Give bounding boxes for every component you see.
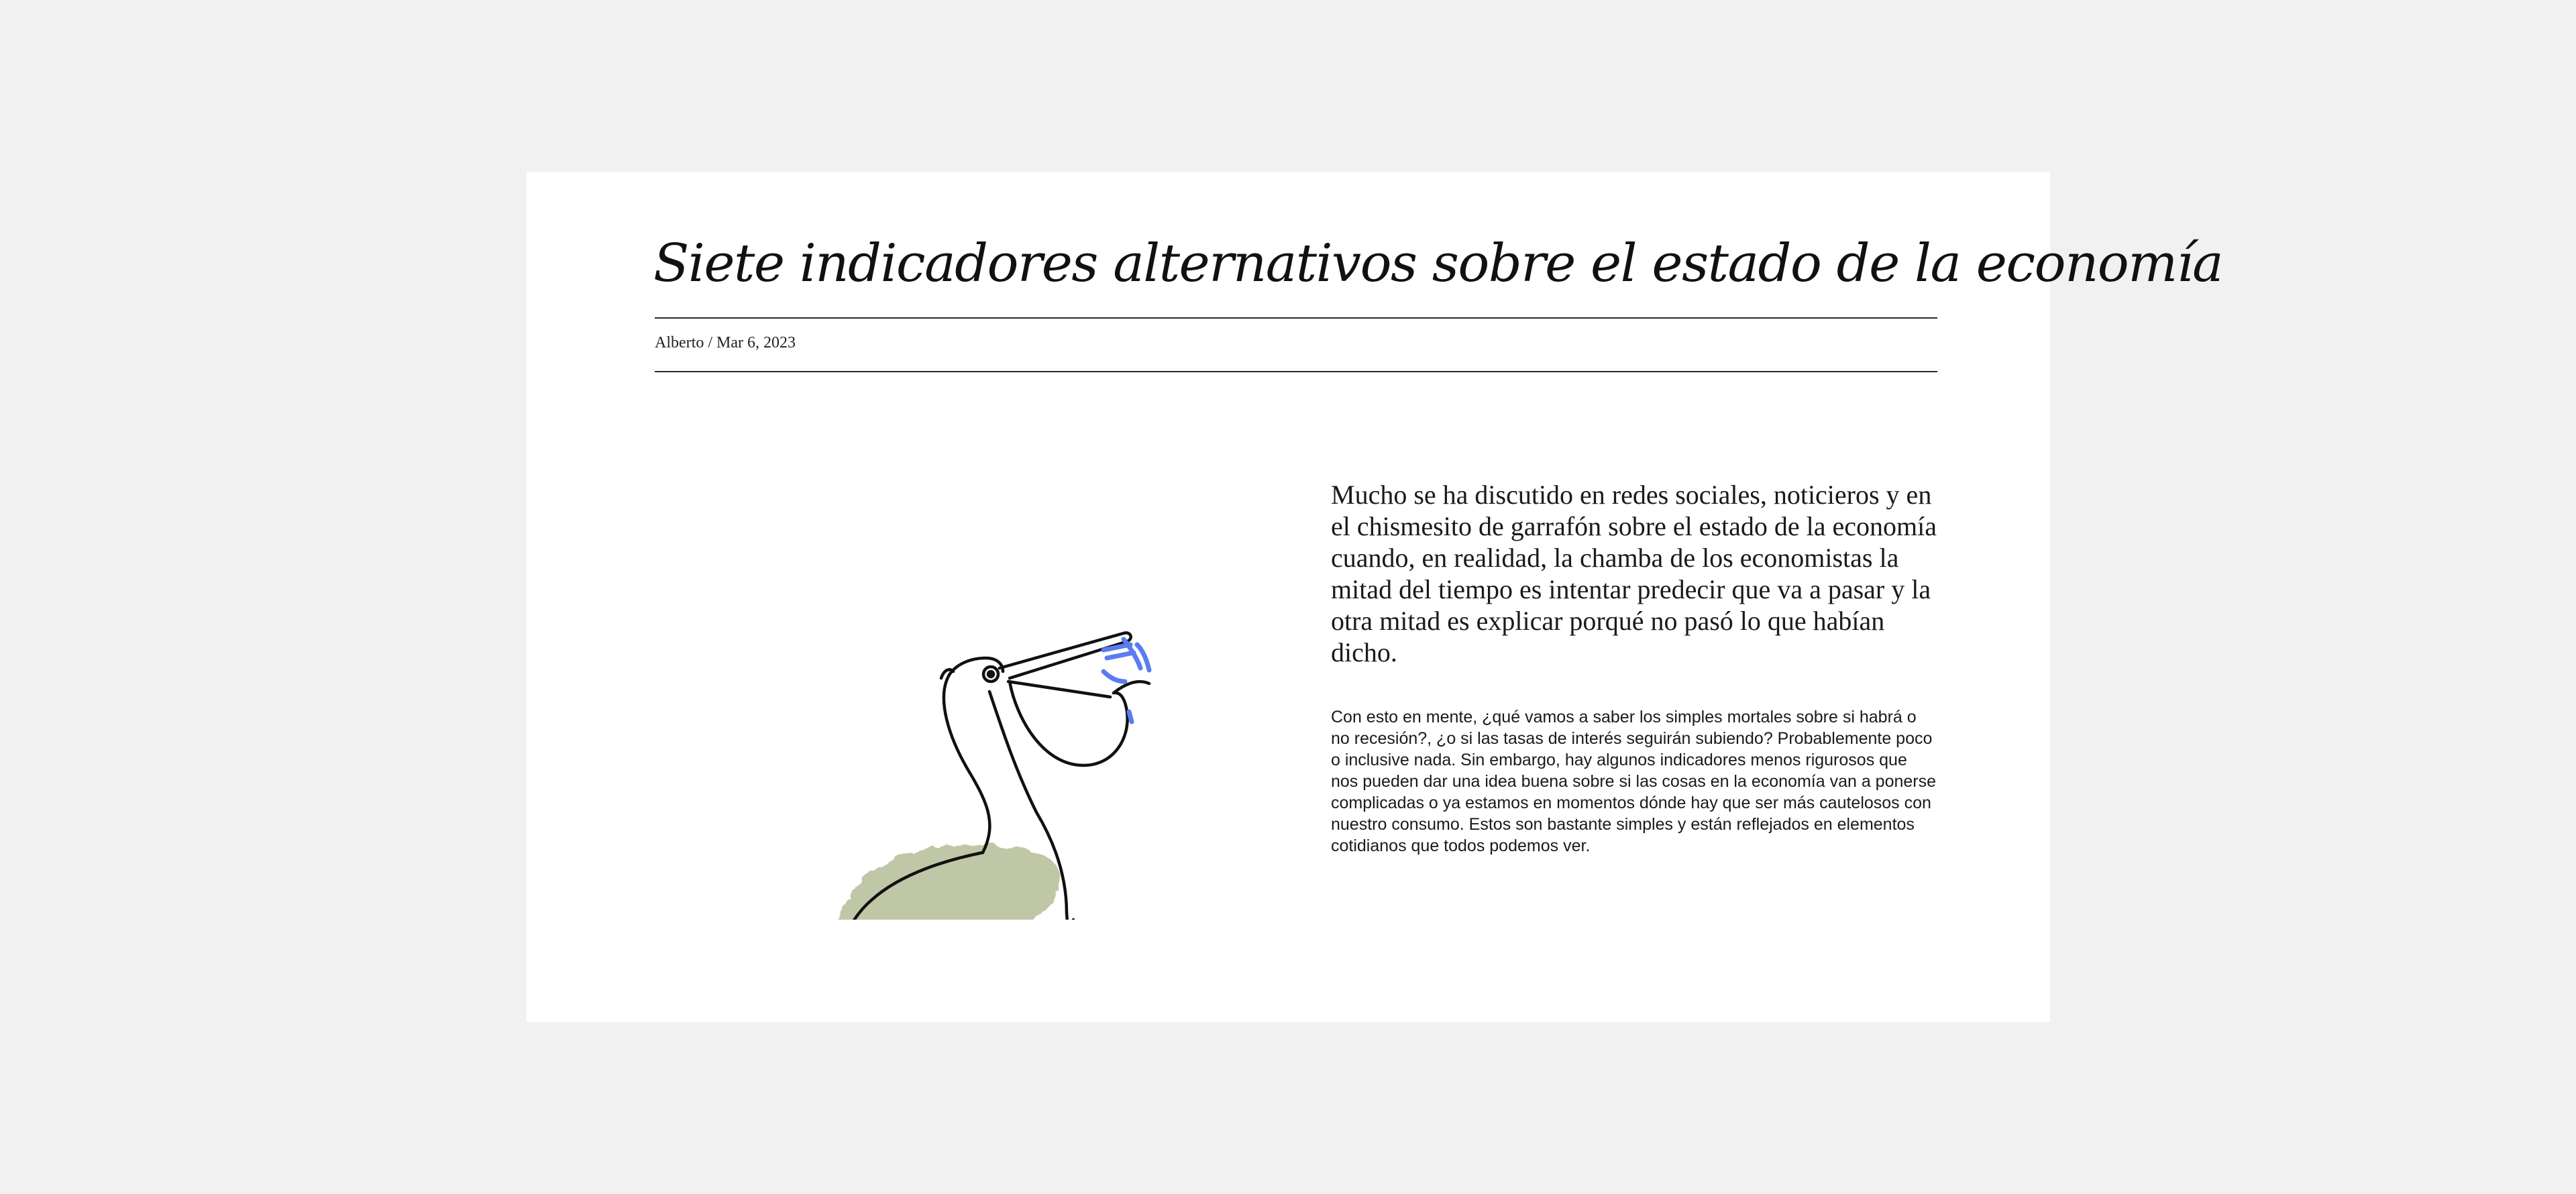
pelican-drawing [728,450,1211,920]
article-title: Siete indicadores alternativos sobre el estado de la economía [653,233,2223,294]
wing-wash [833,845,1060,920]
title-divider [655,317,1937,319]
article-byline: Alberto / Mar 6, 2023 [655,334,796,351]
lead-paragraph: Mucho se ha discutido en redes sociales, noticieros y en el chismesito de garrafón sobre el estado de la economía cuando, en realidad, la chamba de los economistas la mitad del tiempo es intentar predecir que va a pasar y la otra mitad es explicar porqué no pasó lo que habían dicho. [1331,480,1937,667]
body-paragraph: Con esto en mente, ¿qué vamos a saber los simples mortales sobre si habrá o no recesión?, ¿o si las tasas de interés seguirán subiendo? Probablemente poco o inclusive nada. Sin embargo, hay algunos indicadores menos rigurosos que nos pueden dar una idea buena sobre si las cosas en la economía van a ponerse complicadas o ya estamos en momentos dónde hay que ser más cautelosos con nuestro consumo. Estos son bastante simples y están reflejados en elementos cotidianos que todos podemos ver. [1331,708,1937,855]
article-card [527,172,2223,1022]
pelican-illustration [728,450,1211,920]
byline-divider [655,371,1937,372]
